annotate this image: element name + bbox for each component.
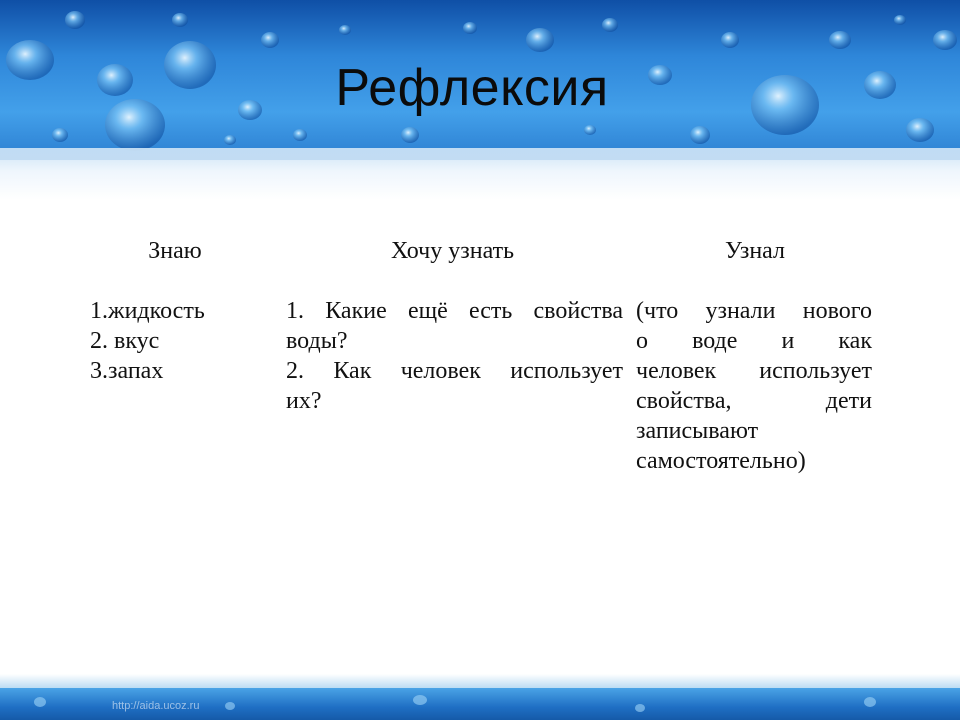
watermark: http://aida.ucoz.ru (112, 700, 200, 712)
know-item: 3.запах (90, 358, 164, 384)
want-item-2-line-1: 2. Как человек использует (286, 358, 623, 384)
learned-line: (что узнали нового (636, 298, 872, 324)
want-item-1-line-2: воды? (286, 328, 348, 354)
learned-line: свойства, дети (636, 388, 872, 414)
learned-line: записывают (636, 418, 759, 444)
know-item: 1.жидкость (90, 298, 205, 324)
header-want-to-know: Хочу узнать (390, 238, 515, 264)
header-fade (0, 148, 960, 200)
learned-line: человек использует (636, 358, 872, 384)
want-column (286, 296, 623, 416)
want-item-2-line-2: их? (286, 388, 322, 414)
know-column (90, 296, 270, 386)
learned-line: о воде и как (636, 328, 872, 354)
header-learned: Узнал (724, 238, 786, 264)
want-item-1-line-1: 1. Какие ещё есть свойства (286, 298, 623, 324)
header-know: Знаю (148, 238, 202, 264)
know-item: 2. вкус (90, 328, 160, 354)
slide-title: Рефлексия (335, 59, 609, 117)
learned-column (636, 296, 872, 476)
learned-line: самостоятельно) (636, 448, 806, 474)
